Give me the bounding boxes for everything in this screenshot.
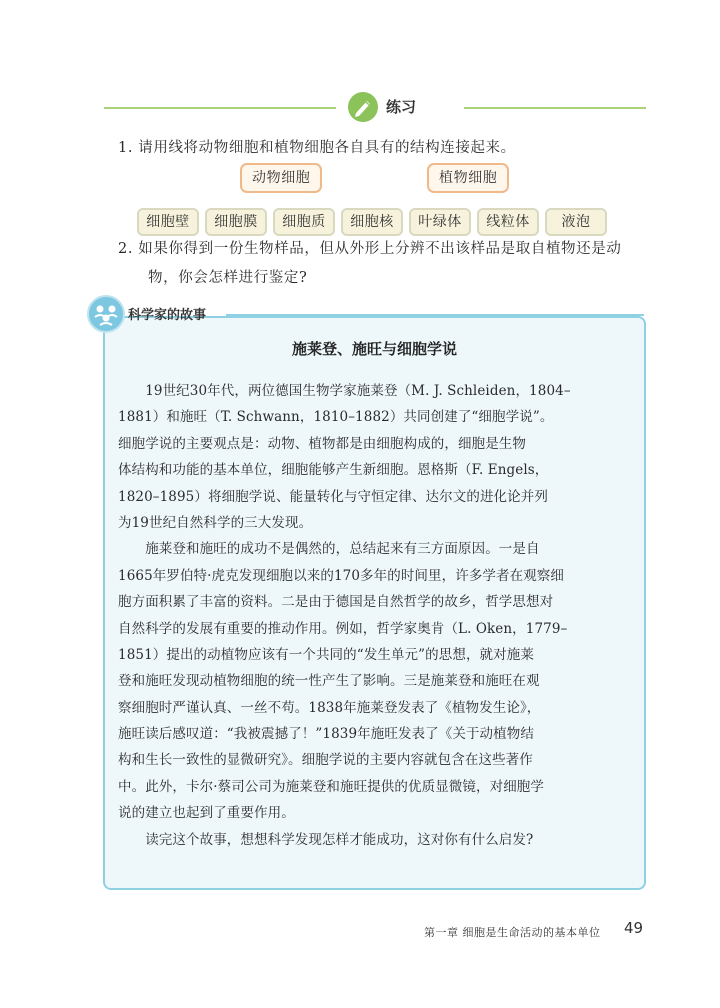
question-2-line-1: 2. 如果你得到一份生物样品，但从外形上分辨不出该样品是取自植物还是动 [118, 241, 622, 257]
pencil-icon [348, 92, 378, 122]
story-line: 为19世纪自然科学的三大发现。 [118, 514, 313, 531]
story-line: 体结构和功能的基本单位，细胞能够产生新细胞。恩格斯（F. Engels， [118, 462, 549, 479]
story-line: 察细胞时严谨认真、一丝不苟。1838年施莱登发表了《植物发生论》， [118, 699, 541, 716]
story-label: 科学家的故事 [128, 308, 207, 323]
question-1: 1. 请用线将动物细胞和植物细胞各自具有的结构连接起来。 [118, 140, 516, 156]
question-2-line-2: 物，你会怎样进行鉴定? [148, 270, 308, 286]
story-line: 构和生长一致性的显微研究》。细胞学说的主要内容就包含在这些著作 [118, 752, 533, 769]
story-body [118, 378, 632, 853]
people-icon [87, 295, 125, 333]
page-number: 49 [624, 919, 644, 937]
structure-nucleus: 细胞核 [341, 208, 403, 236]
practice-divider-right [464, 107, 646, 109]
story-line: 自然科学的发展有重要的推动作用。例如，哲学家奥肯（L. Oken，1779– [118, 620, 568, 637]
structure-vacuole: 液泡 [545, 208, 607, 236]
practice-title: 练习 [386, 98, 417, 116]
story-line: 施旺读后感叹道：“我被震撼了！”1839年施旺发表了《关于动植物结 [118, 726, 534, 743]
story-line: 登和施旺发现动植物细胞的统一性产生了影响。三是施莱登和施旺在观 [118, 673, 540, 690]
story-line: 细胞学说的主要观点是：动物、植物都是由细胞构成的，细胞是生物 [118, 435, 526, 452]
story-line: 19世纪30年代，两位德国生物学家施莱登（M. J. Schleiden，1804– [118, 383, 571, 399]
practice-header [104, 92, 646, 122]
story-line: 1851）提出的动植物应该有一个共同的“发生单元”的思想，就对施莱 [118, 646, 534, 663]
story-line: 胞方面积累了丰富的资料。二是由于德国是自然哲学的故乡，哲学思想对 [118, 594, 554, 611]
story-line: 中。此外，卡尔·蔡司公司为施莱登和施旺提供的优质显微镜，对细胞学 [118, 778, 544, 795]
story-line: 施莱登和施旺的成功不是偶然的，总结起来有三方面原因。一是自 [118, 541, 540, 558]
question-2 [118, 235, 648, 293]
plant-cell-box: 植物细胞 [427, 163, 509, 193]
structure-mitochondria: 线粒体 [477, 208, 539, 236]
story-line: 1881）和施旺（T. Schwann，1810–1882）共同创建了“细胞学说”。 [118, 409, 554, 426]
story-line: 1665年罗伯特·虎克发现细胞以来的170多年的时间里，许多学者在观察细 [118, 567, 565, 584]
story-label-divider [226, 314, 644, 316]
story-title: 施莱登、施旺与细胞学说 [291, 340, 457, 358]
story-line: 说的建立也起到了重要作用。 [118, 805, 295, 822]
practice-divider-left [104, 107, 336, 109]
structure-chloroplast: 叶绿体 [409, 208, 471, 236]
structure-cytoplasm: 细胞质 [273, 208, 335, 236]
story-line: 读完这个故事，想想科学发现怎样才能成功，这对你有什么启发? [118, 831, 534, 848]
story-line: 1820–1895）将细胞学说、能量转化与守恒定律、达尔文的进化论并列 [118, 488, 548, 505]
animal-cell-box: 动物细胞 [240, 163, 322, 193]
structure-cell-membrane: 细胞膜 [205, 208, 267, 236]
chapter-title: 第一章 细胞是生命活动的基本单位 [424, 926, 601, 939]
structure-cell-wall: 细胞壁 [137, 208, 199, 236]
